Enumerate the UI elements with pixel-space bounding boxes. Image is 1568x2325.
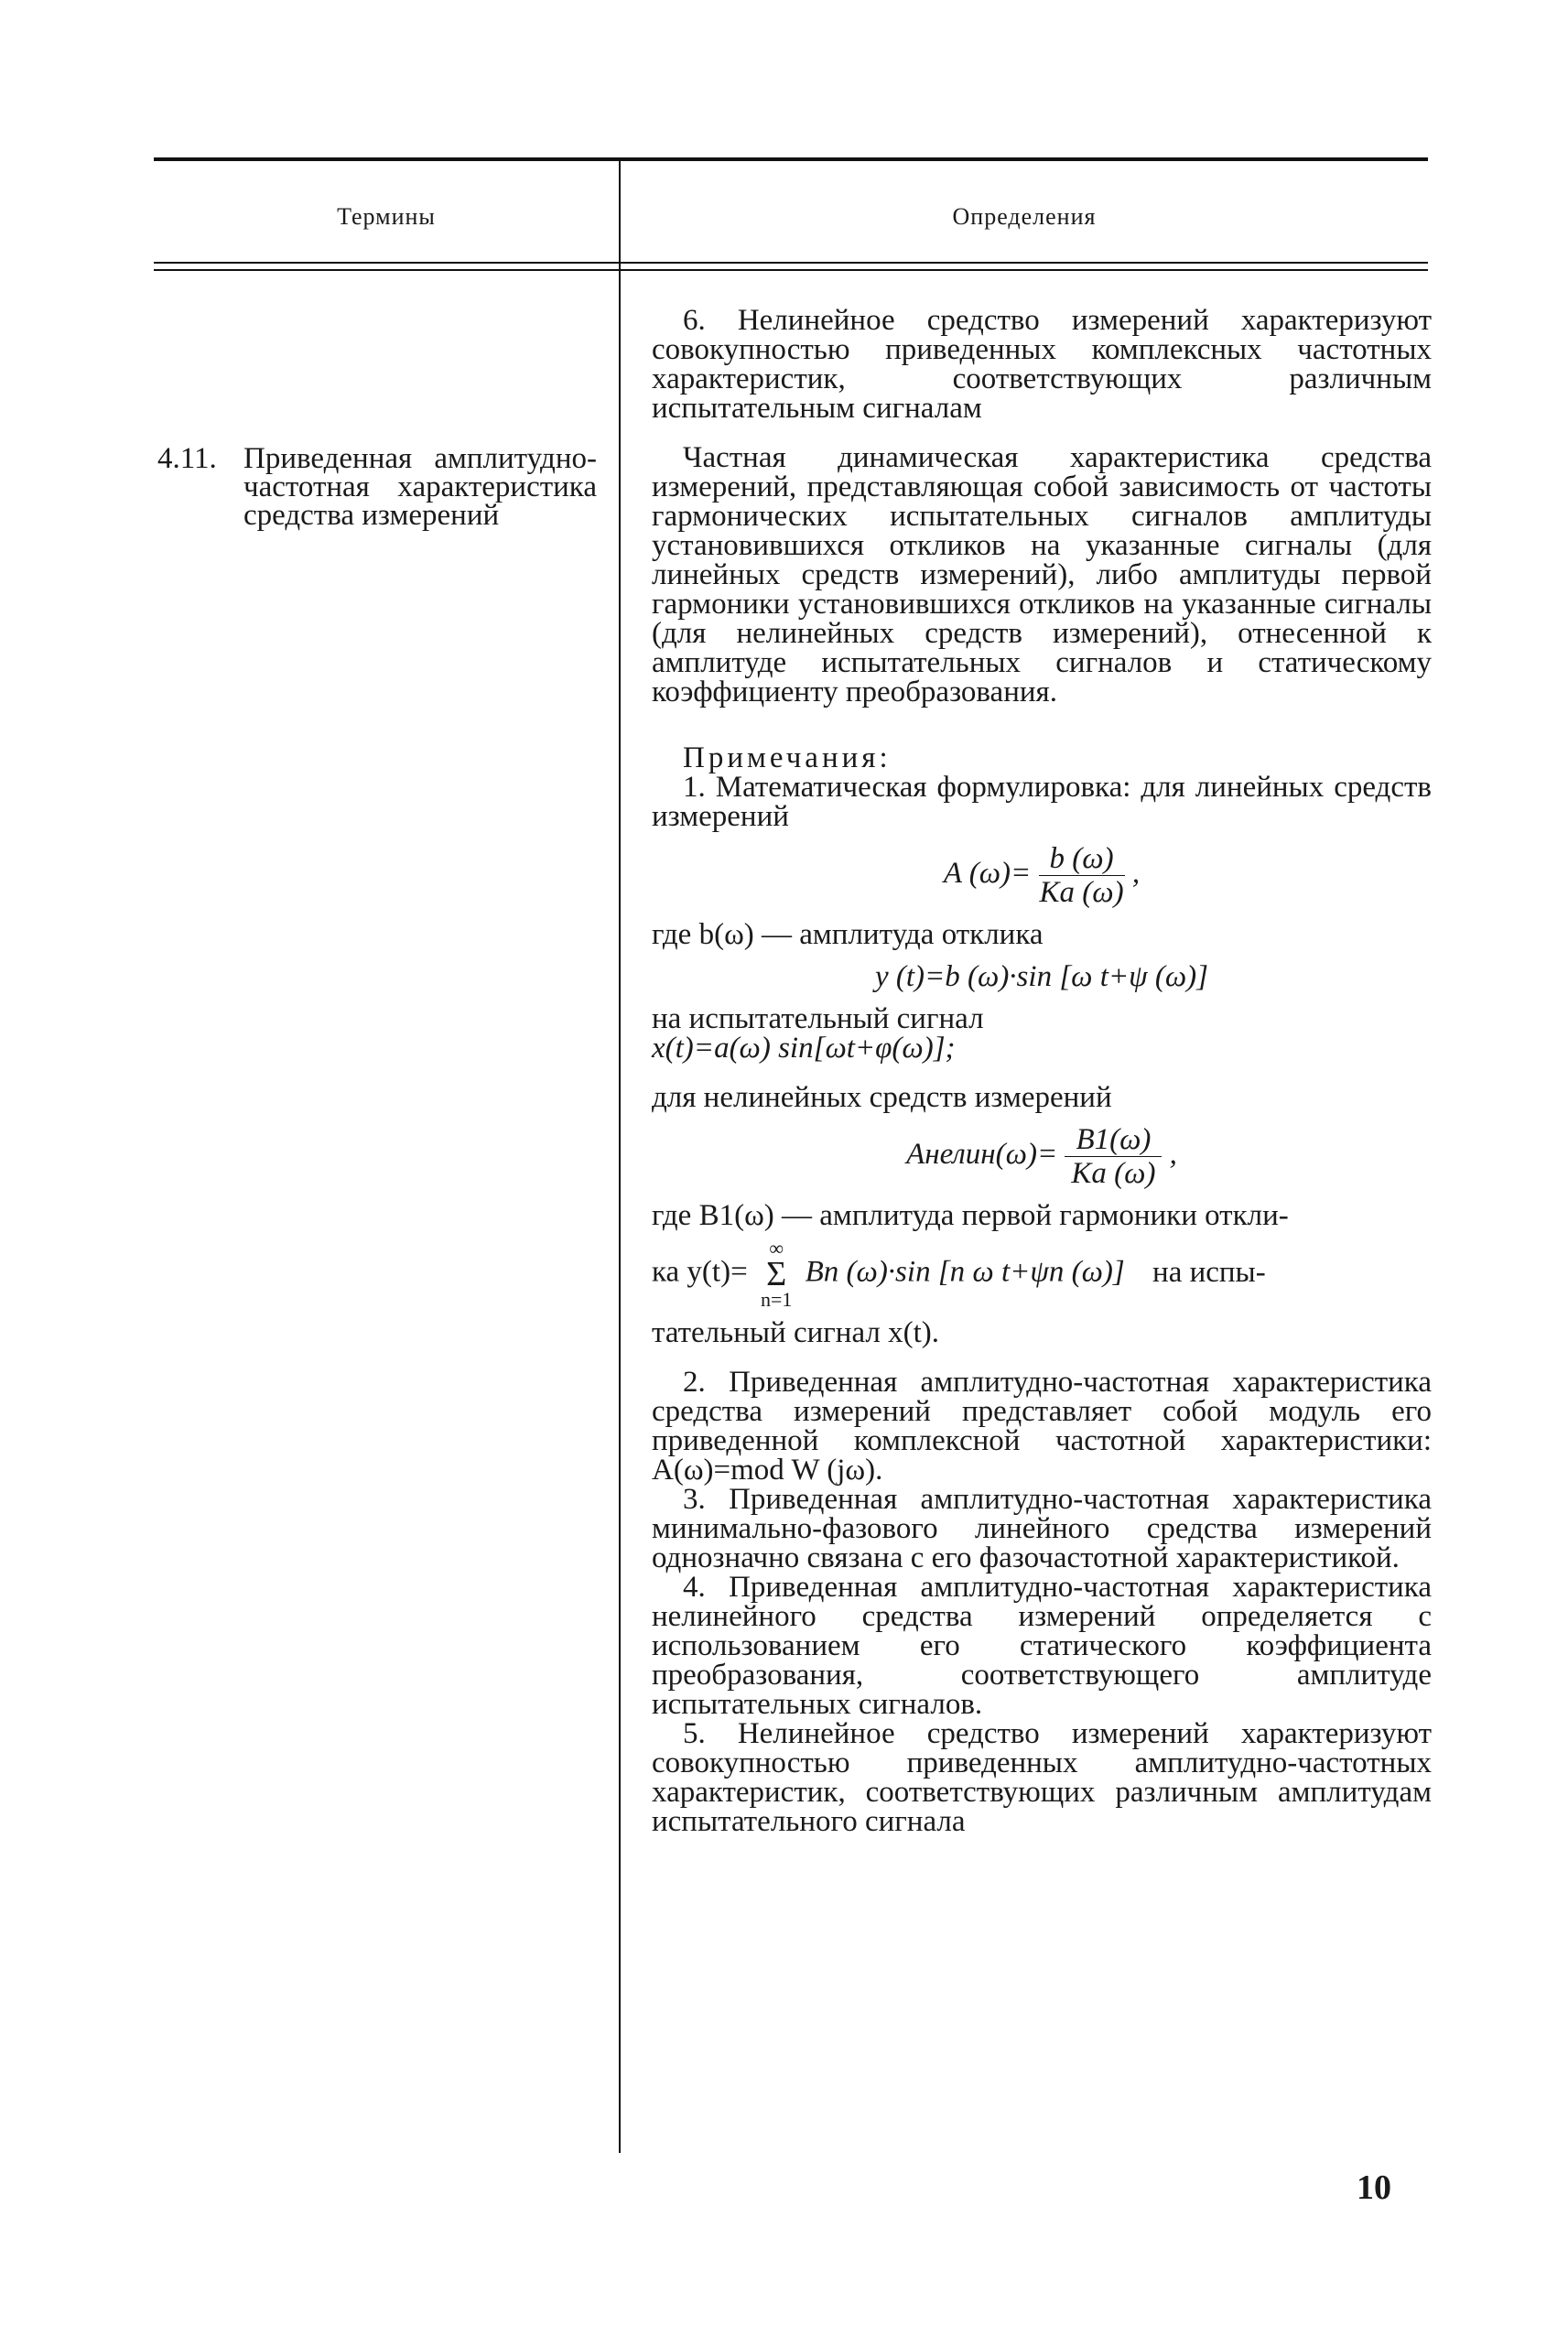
note-1-intro: 1. Математическая формулировка: для линейных средств измерений [652, 771, 1432, 833]
sum-lower-limit: n=1 [760, 1288, 793, 1311]
formula-harmonic-sum [652, 1236, 1432, 1313]
term-name: Приведенная амплитудно-частотная характеристика средства измерений [243, 442, 597, 532]
formula5-end: тательный сигнал x(t). [652, 1316, 939, 1349]
formula1-denominator: Ka (ω) [1039, 876, 1124, 909]
definitions-column [652, 306, 1432, 1836]
formula4-lhs: Aнелин(ω)= [906, 1138, 1058, 1172]
formula-linear-amplitude [652, 844, 1432, 907]
formula5-body: Bn (ω)·sin [n ω t+ψn (ω)] [805, 1255, 1125, 1289]
sum-sigma: Σ [766, 1255, 787, 1293]
header-double-rule-bottom [154, 269, 1428, 271]
header-definitions: Определения [952, 203, 1097, 230]
formula-nonlinear-amplitude [652, 1125, 1432, 1188]
note-2: 2. Приведенная амплитудно-частотная характеристика средства измерений представляет собой модуль его приведенной комплексной частотной характеристики: A(ω)=mod W (jω). [652, 1366, 1432, 1487]
page-number: 10 [1357, 2168, 1391, 2207]
formula4-fraction [1065, 1125, 1162, 1188]
column-divider [619, 161, 621, 2153]
nonlinear-intro: для нелинейных средств измерений [652, 1081, 1112, 1114]
note-5: 5. Нелинейное средство измерений характеризуют совокупностью приведенных амплитудно-частотных характеристик, соответствующих различным амплитудам испытательного сигнала [652, 1717, 1432, 1838]
formula-test-signal: x(t)=a(ω) sin[ωt+φ(ω)]; [652, 1032, 956, 1065]
note-3: 3. Приведенная амплитудно-частотная характеристика минимально-фазового линейного средства измерений однозначно связана с его фазочастотной характеристикой. [652, 1483, 1432, 1574]
header-double-rule-top [154, 262, 1428, 264]
sum-upper-limit: ∞ [769, 1237, 784, 1260]
main-definition: Частная динамическая характеристика средства измерений, представляющая собой зависимость от частоты гармонических испытательных сигналов амплитуды установившихся откликов на указанные сигналы (для линейных средств измерений), либо амплитуды первой гармоники установившихся откликов на указанные сигналы (для нелинейных средств измерений), отнесенной к амплитуде испытательных сигналов и статическому коэффициенту преобразования. [652, 441, 1432, 708]
formula4-denominator: Ka (ω) [1071, 1157, 1156, 1190]
formula4-numerator: B1(ω) [1065, 1125, 1162, 1157]
formula5-pre: ка y(t)= [652, 1255, 748, 1289]
header-terms: Термины [337, 203, 436, 230]
table-top-rule [154, 157, 1428, 161]
formula1-lhs: A (ω)= [943, 857, 1032, 891]
where-first-harmonic: где B1(ω) — амплитуда первой гармоники откли- [652, 1199, 1289, 1232]
note-6-continued: 6. Нелинейное средство измерений характеризуют совокупностью приведенных комплексных частотных характеристик, соответствующих различным испытательным сигналам [652, 304, 1432, 425]
formula4-tail: , [1169, 1138, 1177, 1172]
note-4: 4. Приведенная амплитудно-частотная характеристика нелинейного средства измерений определяется с использованием его статического коэффициента преобразования, соответствующего амплитуде испытательных сигналов. [652, 1571, 1432, 1721]
summation-sign [761, 1236, 792, 1313]
formula-response: y (t)=b (ω)·sin [ω t+ψ (ω)] [874, 960, 1209, 993]
where-response-amplitude: где b(ω) — амплитуда отклика [652, 918, 1044, 951]
notes-heading: Примечания: [683, 741, 892, 774]
term-entry [157, 442, 597, 532]
formula1-numerator: b (ω) [1039, 844, 1125, 876]
term-number: 4.11. [157, 442, 217, 475]
formula1-tail: , [1131, 857, 1141, 891]
on-test-signal: на испытательный сигнал [652, 1002, 984, 1035]
formula1-fraction [1039, 844, 1125, 907]
formula5-post: на испы- [1152, 1255, 1266, 1289]
